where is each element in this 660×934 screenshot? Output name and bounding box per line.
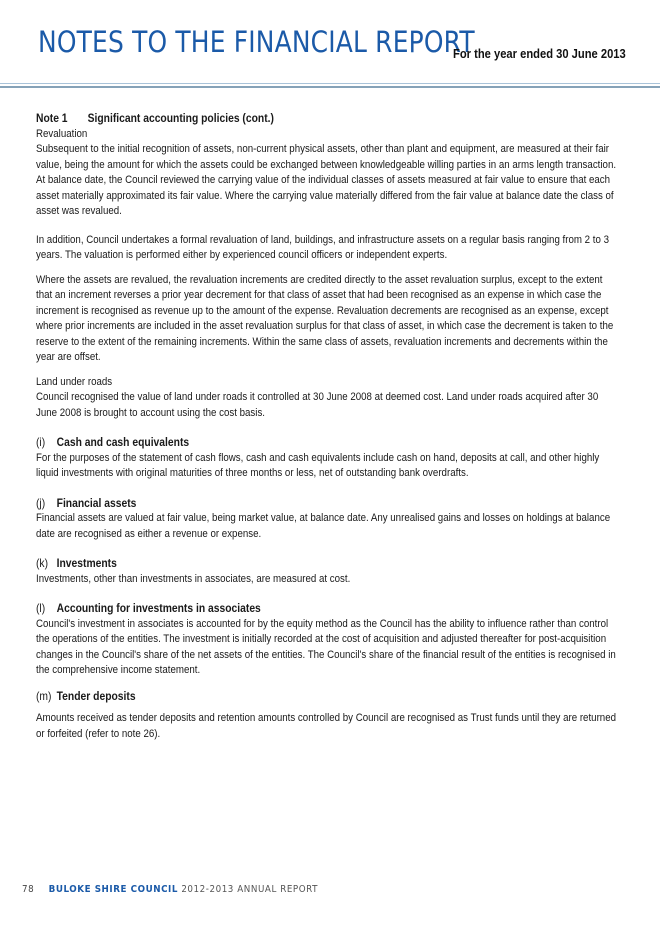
section-body-investments: Investments, other than investments in associates, are measured at cost. [36,572,351,585]
organization-name: BULOKE SHIRE COUNCIL [48,884,178,895]
revaluation-heading: Revaluation [36,127,88,140]
page-header [0,0,660,90]
section-title: Accounting for investments in associates [56,601,261,615]
land-under-roads-paragraph: Council recognised the value of land under roads it controlled at 30 June 2008 at deemed cost. Land under roads acquired after 30 June 2008 is brought to account using the cost basis. [36,391,599,419]
section-letter: (j) [36,495,46,510]
section-title: Tender deposits [56,688,136,703]
section-letter: (k) [36,556,49,570]
section-body-associates: Council's investment in associates is accounted for by the equity method as the Council has the ability to influence rather than control the operations of the entities. The investment is initially recorded at the cost of acquisition and adjusted thereafter for post-acquisition changes in the Council's share of the net assets of the entities. The Council's share of the financial result of the entities is recognised in the comprehensive income statement. [36,617,616,676]
page-content [36,111,616,751]
revaluation-paragraph: Subsequent to the initial recognition of assets, non-current physical assets, other than plant and equipment, are measured at their fair value, being the amount for which the assets could be exchanged between knowledgeable willing parties in an arms length transaction. At balance date, the Council reviewed the carrying value of the individual classes of assets measured at fair value to ensure that each asset materially approximated its fair value. Where the carrying value materially differed from the fair value at balance date the class of asset was revalued. [36,143,617,217]
header-divider-bottom [0,86,660,88]
section-body-tender-deposits: Amounts received as tender deposits and retention amounts controlled by Council are recognised as Trust funds until they are returned or forfeited (refer to note 26). [36,712,617,740]
section-letter: (l) [36,601,46,615]
section-body-cash: For the purposes of the statement of cash flows, cash and cash equivalents include cash on hand, deposits at call, and other highly liquid investments with original maturities of three months or less, net of outstanding bank overdrafts. [36,451,600,479]
section-letter: (m) [36,688,52,703]
revaluation-paragraph: Where the assets are revalued, the revaluation increments are credited directly to the asset revaluation surplus, except to the extent that an increment reverses a prior year decrement for that class of asset that had been recognised as an expense in which case the increment is recognised as revenue up to the amount of the expense. Revaluation decrements are recognised as an expense, except where prior increments are included in the asset revaluation surplus for that class of asset, in which case the decrement is taken to the reserve to the extent of the remaining increments. Within the same class of assets, revaluation increments and decrements within the year are offset. [36,273,614,363]
section-heading-cash [36,435,617,451]
page-title: NOTES TO THE FINANCIAL REPORT [38,25,475,59]
report-name: 2012-2013 ANNUAL REPORT [181,884,319,895]
header-divider-top [0,83,660,84]
page-number: 78 [22,884,35,895]
note-title: Significant accounting policies (cont.) [87,111,274,125]
land-under-roads-heading: Land under roads [36,375,113,388]
section-heading-investments [36,556,617,572]
page-footer [22,884,318,895]
section-title: Cash and cash equivalents [56,435,190,449]
section-body-financial-assets: Financial assets are valued at fair value, being market value, at balance date. Any unrealised gains and losses on holdings at balance date are recognised as either a revenue or expense. [36,512,611,540]
section-letter: (i) [36,435,46,449]
section-title: Investments [56,556,117,570]
note-heading [36,111,617,127]
section-heading-tender-deposits [36,689,617,705]
section-heading-associates [36,601,617,617]
section-heading-financial-assets [36,496,617,512]
section-title: Financial assets [56,495,137,510]
report-period: For the year ended 30 June 2013 [453,46,626,61]
note-number: Note 1 [36,111,68,125]
revaluation-paragraph: In addition, Council undertakes a formal revaluation of land, buildings, and infrastructure assets on a regular basis ranging from 2 to 3 years. The valuation is performed either by experienced council officers or independent experts. [36,233,610,261]
